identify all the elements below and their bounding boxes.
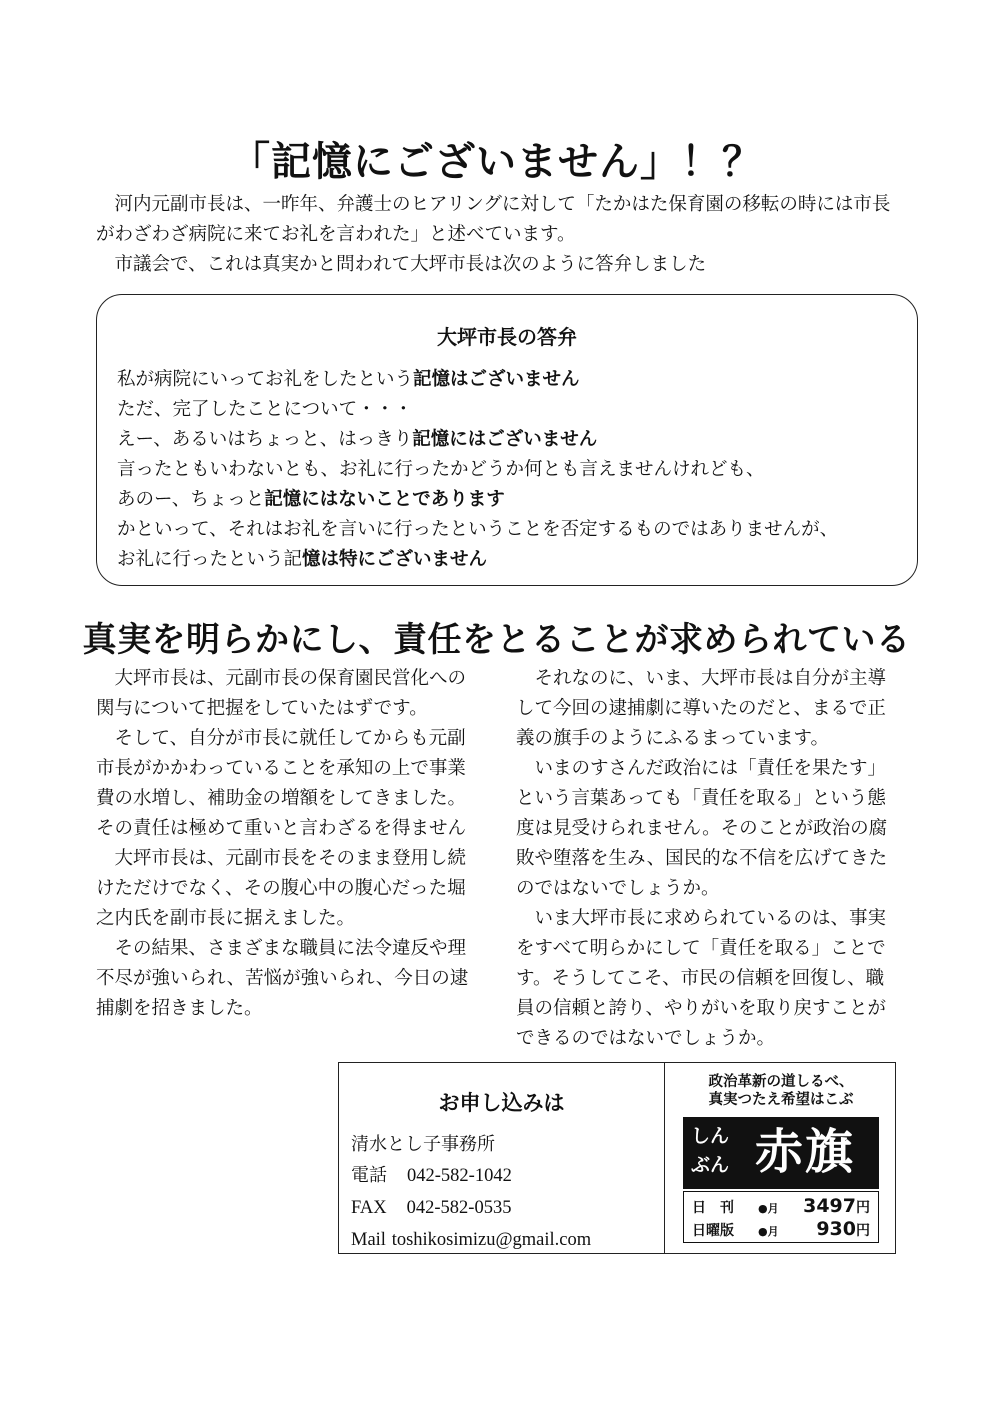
phone-number: 042-582-1042 [407,1166,512,1186]
contact-box [338,1062,896,1254]
akahata-logo-bun: ぶん [691,1154,730,1176]
mail-label: Mail [351,1230,386,1250]
quote-line-3 [117,425,907,455]
quote-lines [117,365,907,575]
left-paragraph-4: その結果、さまざまな職員に法令違反や理不尽が強いられ、苦悩が強いられ、今日の逮捕劇を招きました。 [96,938,469,1019]
intro-paragraph-2: 市議会で、これは真実かと問われて大坪市長は次のように答弁しました [114,254,707,275]
quote-line-1 [117,365,907,395]
left-column [96,664,481,1024]
quote-line-3-plain: えー、あるいはちょっと、はっきり [117,429,413,450]
sunday-price-row [692,1219,870,1242]
contact-info [339,1063,665,1253]
quote-line-5-bold: 記憶にはないことであります [264,489,505,510]
daily-price: 3497 [803,1195,856,1217]
quote-line-4: 言ったともいわないとも、お礼に行ったかどうか何とも言えませんけれども、 [117,459,765,480]
phone-label: 電話 [351,1165,387,1186]
daily-price-row [692,1196,870,1219]
fax-number: 042-582-0535 [406,1198,512,1218]
office-name: 清水とし子事務所 [351,1134,495,1155]
quote-line-5-plain: あのー、ちょっと [117,489,265,510]
akahata-slogan-1: 政治革新の道しるべ、 [708,1074,854,1090]
quote-line-7-bold: 憶は特にございません [302,549,488,570]
fax-label: FAX [351,1198,387,1218]
section-heading: 真実を明らかにし、責任をとることが求められている [82,620,911,660]
daily-label: 日 刊 [692,1200,734,1216]
quote-line-1-plain: 私が病院にいってお礼をしたという [117,369,414,390]
mayor-answer-box [96,294,918,586]
right-paragraph-3: いま大坪市長に求められているのは、事実をすべて明らかにして「責任を取る」ことです。そうしてこそ、市民の信頼を回復し、職員の信頼と誇り、やりがいを取り戻すことができるのではないでしょうか。 [516,908,887,1049]
contact-title: お申し込みは [438,1091,565,1115]
main-heading: 「記憶にございません」！？ [230,139,763,185]
intro-text [96,190,906,280]
quote-line-6: かといって、それはお礼を言いに行ったということを否定するものではありませんが、 [117,519,839,540]
daily-per-month: ●月 [758,1202,779,1215]
sunday-label: 日曜版 [692,1223,734,1239]
akahata-slogan-2: 真実つたえ希望はこぶ [708,1092,854,1108]
quote-line-7-plain: お礼に行ったという記 [117,549,303,570]
akahata-slogan [683,1073,879,1109]
right-column [516,664,901,1054]
left-paragraph-2: そして、自分が市長に就任してからも元副市長がかかわっていることを承知の上で事業費の水増し、補助金の増額をしてきました。その責任は極めて重いと言わざるを得ません [96,728,467,839]
akahata-logo-shin: しん [691,1125,730,1147]
right-paragraph-1: それなのに、いま、大坪市長は自分が主導して今回の逮捕劇に導いたのだと、まるで正義の旗手のようにふるまっています。 [516,668,887,749]
quote-line-1-bold: 記憶はございません [413,369,580,390]
quote-line-5 [117,485,907,515]
right-paragraph-2: いまのすさんだ政治には「責任を果たす」という言葉あっても「責任を取る」という態度は見受けられません。そのことが政治の腐敗や堕落を生み、国民的な不信を広げてきたのではないでしょうか。 [516,758,888,899]
akahata-logo-title: 赤旗 [755,1124,856,1180]
sunday-per-month: ●月 [758,1225,779,1238]
akahata-ad [683,1073,879,1245]
quote-line-2: ただ、完了したことについて・・・ [117,399,413,420]
left-paragraph-3: 大坪市長は、元副市長をそのまま登用し続けただけでなく、その腹心中の腹心だった堀之内氏を副市長に据えました。 [96,848,467,929]
akahata-logo-shinbun [691,1122,729,1180]
sunday-yen: 円 [856,1223,870,1239]
akahata-logo [683,1117,879,1189]
daily-yen: 円 [856,1200,870,1216]
contact-lines [351,1129,661,1256]
quote-box-title: 大坪市長の答弁 [437,325,577,349]
mail-address: toshikosimizu@gmail.com [391,1230,592,1250]
intro-paragraph-1: 河内元副市長は、一昨年、弁護士のヒアリングに対して「たかはた保育園の移転の時には市長がわざわざ病院に来てお礼を言われた」と述べています。 [96,194,891,245]
fax-line [351,1192,661,1224]
sunday-price: 930 [816,1218,856,1240]
akahata-price-table [683,1191,879,1243]
phone-line [351,1160,661,1192]
quote-line-7 [117,545,907,575]
left-paragraph-1: 大坪市長は、元副市長の保育園民営化への関与について把握をしていたはずです。 [96,668,467,719]
mail-line [351,1224,661,1256]
quote-line-3-bold: 記憶にはございません [412,429,598,450]
